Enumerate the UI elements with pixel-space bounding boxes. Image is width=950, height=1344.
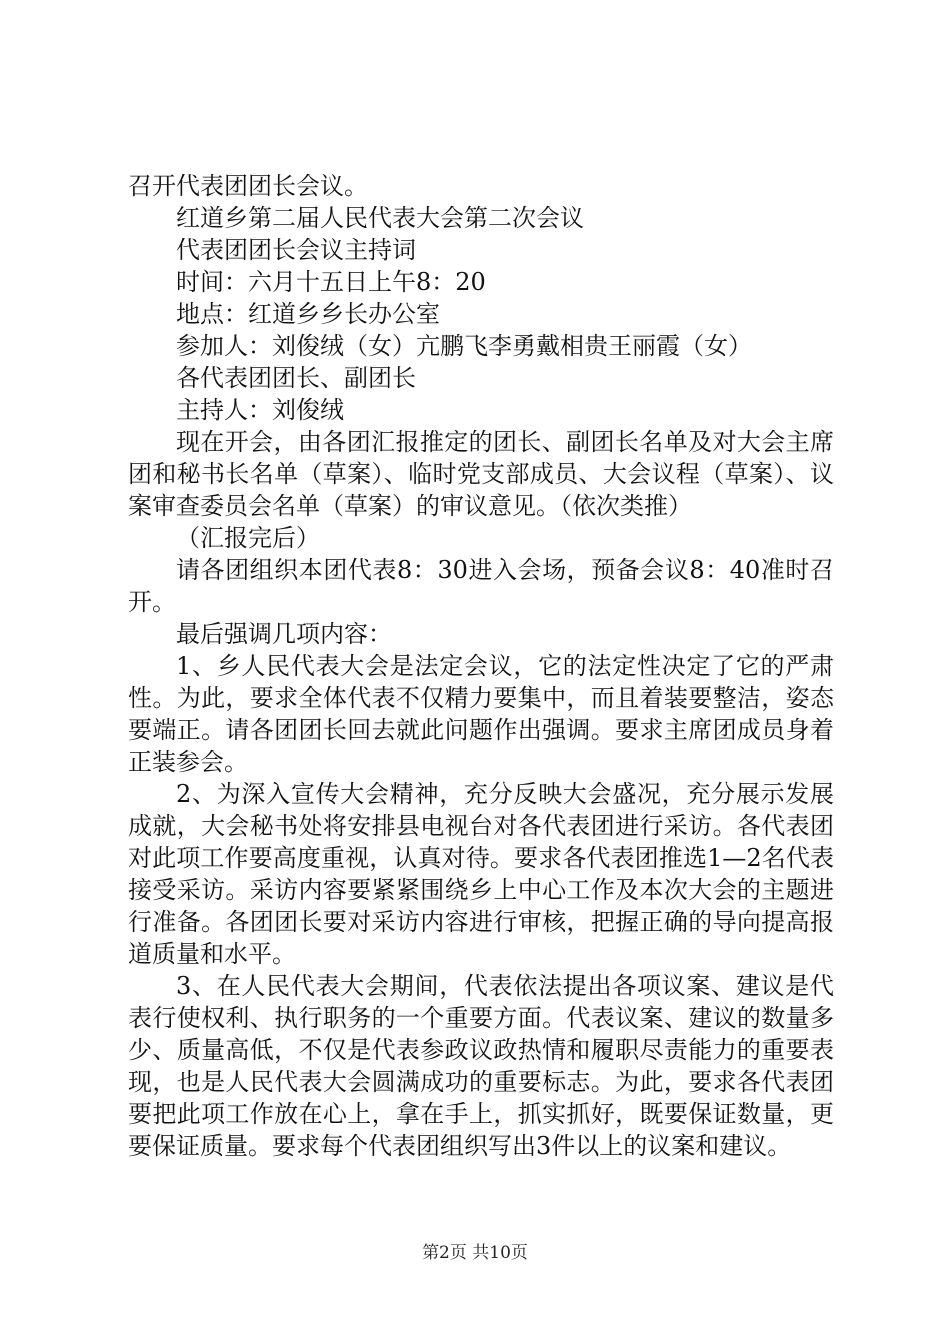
- paragraph-emphasis-intro: 最后强调几项内容：: [176, 620, 392, 648]
- paragraph-arrangement: 请各团组织本团代表8：30进入会场，预备会议8：40准时召开。: [128, 556, 834, 616]
- paragraph-report-done: （汇报完后）: [176, 524, 320, 552]
- page-footer: 第2页 共10页: [422, 1243, 528, 1263]
- paragraph-item-1: 1、乡人民代表大会是法定会议，它的法定性决定了它的严肃性。为此，要求全体代表不仅精力要集中，而且着装要整洁，姿态要端正。请各团团长回去就此问题作出强调。要求主席团成员身着正装参会。: [128, 652, 834, 776]
- paragraph-continuation: 召开代表团团长会议。: [128, 172, 368, 200]
- meeting-title-line-2: 代表团团长会议主持词: [176, 236, 416, 264]
- document-body: [128, 170, 834, 1162]
- paragraph-item-3: 3、在人民代表大会期间，代表依法提出各项议案、建议是代表行使权利、执行职务的一个重要方面。代表议案、建议的数量多少、质量高低，不仅是代表参政议政热情和履职尽责能力的重要表现，也是人民代表大会圆满成功的重要标志。为此，要求各代表团要把此项工作放在心上，拿在手上，抓实抓好，既要保证数量，更要保证质量。要求每个代表团组织写出3件以上的议案和建议。: [128, 972, 834, 1160]
- meeting-time: 时间：六月十五日上午8：20: [176, 268, 486, 296]
- meeting-location: 地点：红道乡乡长办公室: [176, 300, 440, 328]
- meeting-attendees: 参加人：刘俊绒（女）亢鹏飞李勇戴相贵王丽霞（女）: [176, 332, 752, 360]
- meeting-attendees-group: 各代表团团长、副团长: [176, 364, 416, 392]
- meeting-title-line-1: 红道乡第二届人民代表大会第二次会议: [176, 204, 584, 232]
- meeting-host: 主持人：刘俊绒: [176, 396, 344, 424]
- paragraph-opening: 现在开会，由各团汇报推定的团长、副团长名单及对大会主席团和秘书长名单（草案）、临时党支部成员、大会议程（草案）、议案审查委员会名单（草案）的审议意见。（依次类推）: [128, 428, 834, 520]
- paragraph-item-2: 2、为深入宣传大会精神，充分反映大会盛况，充分展示发展成就，大会秘书处将安排县电视台对各代表团进行采访。各代表团对此项工作要高度重视，认真对待。要求各代表团推选1—2名代表接受采访。采访内容要紧紧围绕乡上中心工作及本次大会的主题进行准备。各团团长要对采访内容进行审核，把握正确的导向提高报道质量和水平。: [128, 780, 834, 968]
